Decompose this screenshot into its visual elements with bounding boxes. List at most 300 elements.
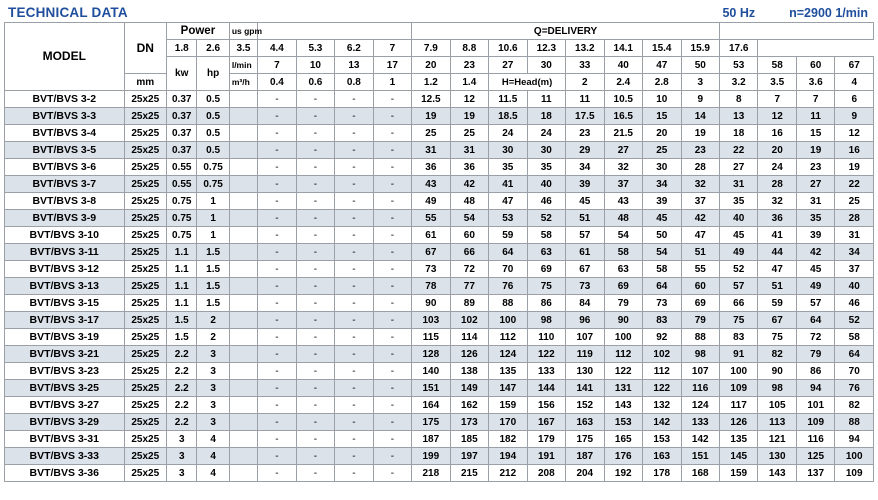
table-row [5,125,874,142]
cell-head-6: 197 [450,448,488,465]
cell-head-16: 82 [835,397,874,414]
q-us-3: 3.5 [229,40,257,57]
cell-head-3: - [335,397,373,414]
cell-head-5: 12.5 [412,91,450,108]
cell-head-5: 199 [412,448,450,465]
cell-head-9: 187 [566,448,604,465]
cell-head-2: - [296,125,334,142]
cell-head-1: - [258,227,296,244]
cell-unit-spacer [229,312,257,329]
cell-model: BVT/BVS 3-10 [5,227,125,244]
q-lmin-9: 33 [566,57,604,74]
cell-head-7: 53 [489,210,527,227]
cell-head-5: 187 [412,431,450,448]
cell-head-2: - [296,244,334,261]
cell-head-3: - [335,346,373,363]
cell-head-8: 24 [527,125,565,142]
cell-head-4: - [373,91,411,108]
cell-head-5: 115 [412,329,450,346]
cell-head-13: 49 [720,244,758,261]
cell-head-10: 165 [604,431,642,448]
table-row [5,108,874,125]
cell-model: BVT/BVS 3-21 [5,346,125,363]
cell-head-11: 132 [643,397,681,414]
q-lmin-15: 60 [796,57,834,74]
cell-model: BVT/BVS 3-3 [5,108,125,125]
cell-head-1: - [258,431,296,448]
cell-dn: 25x25 [124,91,167,108]
cell-head-16: 76 [835,380,874,397]
cell-head-14: 20 [758,142,796,159]
cell-head-16: 40 [835,278,874,295]
cell-head-6: 54 [450,210,488,227]
cell-head-6: 31 [450,142,488,159]
cell-head-15: 79 [796,346,834,363]
cell-head-9: 17.5 [566,108,604,125]
cell-head-14: 32 [758,193,796,210]
cell-head-5: 78 [412,278,450,295]
cell-model: BVT/BVS 3-7 [5,176,125,193]
q-lmin-11: 47 [643,57,681,74]
cell-head-10: 16.5 [604,108,642,125]
cell-head-13: 31 [720,176,758,193]
cell-head-5: 49 [412,193,450,210]
cell-head-5: 19 [412,108,450,125]
cell-head-14: 16 [758,125,796,142]
cell-head-7: 35 [489,159,527,176]
table-body [5,91,874,482]
frequency-label: 50 Hz [722,6,756,20]
cell-head-11: 64 [643,278,681,295]
cell-hp: 2 [197,312,229,329]
page-title: TECHNICAL DATA [8,5,128,20]
cell-dn: 25x25 [124,363,167,380]
cell-head-1: - [258,295,296,312]
cell-head-12: 19 [681,125,720,142]
cell-head-9: 39 [566,176,604,193]
cell-model: BVT/BVS 3-23 [5,363,125,380]
cell-head-11: 10 [643,91,681,108]
cell-head-10: 43 [604,193,642,210]
unit-dn-mm: mm [124,74,167,91]
cell-unit-spacer [229,142,257,159]
cell-head-12: 142 [681,431,720,448]
cell-unit-spacer [229,414,257,431]
cell-head-2: - [296,261,334,278]
table-row [5,278,874,295]
cell-head-5: 90 [412,295,450,312]
cell-hp: 3 [197,414,229,431]
cell-head-3: - [335,431,373,448]
cell-model: BVT/BVS 3-36 [5,465,125,482]
cell-head-8: 40 [527,176,565,193]
cell-head-10: 54 [604,227,642,244]
cell-head-13: 57 [720,278,758,295]
cell-head-13: 109 [720,380,758,397]
cell-head-8: 122 [527,346,565,363]
cell-head-16: 37 [835,261,874,278]
cell-head-14: 51 [758,278,796,295]
cell-head-2: - [296,210,334,227]
q-m3-12: 3 [681,74,720,91]
cell-head-11: 34 [643,176,681,193]
q-m3-15: 3.6 [796,74,834,91]
cell-model: BVT/BVS 3-17 [5,312,125,329]
cell-dn: 25x25 [124,176,167,193]
cell-kw: 3 [167,465,197,482]
cell-head-14: 121 [758,431,796,448]
cell-head-2: - [296,363,334,380]
q-lmin-3: 13 [335,57,373,74]
cell-head-10: 48 [604,210,642,227]
cell-head-1: - [258,346,296,363]
cell-head-9: 29 [566,142,604,159]
cell-head-1: - [258,397,296,414]
cell-head-14: 28 [758,176,796,193]
cell-hp: 3 [197,397,229,414]
cell-head-7: 182 [489,431,527,448]
cell-head-11: 163 [643,448,681,465]
cell-head-8: 179 [527,431,565,448]
q-m3-1: 0.4 [258,74,296,91]
cell-head-4: - [373,465,411,482]
q-us-11: 12.3 [527,40,565,57]
cell-head-16: 88 [835,414,874,431]
col-header-dn: DN [124,23,167,74]
cell-head-6: 149 [450,380,488,397]
cell-head-14: 75 [758,329,796,346]
cell-head-7: 170 [489,414,527,431]
cell-unit-spacer [229,448,257,465]
cell-model: BVT/BVS 3-12 [5,261,125,278]
cell-head-9: 45 [566,193,604,210]
cell-head-9: 175 [566,431,604,448]
table-row [5,414,874,431]
cell-kw: 0.37 [167,91,197,108]
cell-head-12: 60 [681,278,720,295]
cell-head-15: 64 [796,312,834,329]
q-us-10: 10.6 [489,40,527,57]
cell-head-1: - [258,193,296,210]
cell-head-6: 19 [450,108,488,125]
cell-head-1: - [258,108,296,125]
cell-head-16: 70 [835,363,874,380]
cell-hp: 4 [197,431,229,448]
cell-head-16: 9 [835,108,874,125]
cell-head-10: 32 [604,159,642,176]
cell-head-13: 35 [720,193,758,210]
cell-unit-spacer [229,329,257,346]
cell-head-13: 13 [720,108,758,125]
cell-head-4: - [373,380,411,397]
cell-dn: 25x25 [124,193,167,210]
cell-head-4: - [373,108,411,125]
cell-dn: 25x25 [124,465,167,482]
table-row [5,193,874,210]
cell-head-5: 128 [412,346,450,363]
cell-kw: 2.2 [167,397,197,414]
cell-kw: 3 [167,431,197,448]
q-us-1: 1.8 [167,40,197,57]
cell-head-12: 14 [681,108,720,125]
cell-head-1: - [258,210,296,227]
cell-head-16: 22 [835,176,874,193]
cell-head-13: 40 [720,210,758,227]
cell-dn: 25x25 [124,244,167,261]
cell-head-4: - [373,261,411,278]
cell-head-6: 12 [450,91,488,108]
cell-head-7: 212 [489,465,527,482]
cell-kw: 1.1 [167,295,197,312]
cell-head-15: 94 [796,380,834,397]
cell-head-7: 70 [489,261,527,278]
cell-head-5: 103 [412,312,450,329]
cell-head-14: 90 [758,363,796,380]
cell-head-11: 58 [643,261,681,278]
cell-head-16: 6 [835,91,874,108]
cell-head-4: - [373,278,411,295]
cell-head-9: 119 [566,346,604,363]
cell-kw: 2.2 [167,380,197,397]
cell-head-12: 107 [681,363,720,380]
cell-unit-spacer [229,346,257,363]
cell-head-14: 143 [758,465,796,482]
table-row [5,91,874,108]
table-row [5,448,874,465]
cell-head-5: 67 [412,244,450,261]
cell-head-3: - [335,210,373,227]
cell-head-6: 77 [450,278,488,295]
cell-head-14: 67 [758,312,796,329]
cell-dn: 25x25 [124,210,167,227]
cell-head-6: 36 [450,159,488,176]
cell-head-7: 194 [489,448,527,465]
cell-head-11: 45 [643,210,681,227]
cell-head-8: 133 [527,363,565,380]
cell-head-7: 100 [489,312,527,329]
cell-dn: 25x25 [124,278,167,295]
cell-head-9: 61 [566,244,604,261]
cell-head-7: 18.5 [489,108,527,125]
cell-head-10: 37 [604,176,642,193]
cell-head-8: 208 [527,465,565,482]
cell-head-4: - [373,193,411,210]
cell-kw: 0.55 [167,159,197,176]
cell-head-9: 96 [566,312,604,329]
cell-head-16: 52 [835,312,874,329]
cell-head-5: 175 [412,414,450,431]
cell-head-6: 126 [450,346,488,363]
cell-head-4: - [373,414,411,431]
cell-head-16: 109 [835,465,874,482]
cell-head-2: - [296,329,334,346]
cell-head-14: 44 [758,244,796,261]
cell-head-14: 98 [758,380,796,397]
q-lmin-13: 53 [720,57,758,74]
q-m3-6: 1.4 [450,74,488,91]
cell-dn: 25x25 [124,346,167,363]
cell-head-2: - [296,397,334,414]
cell-head-11: 50 [643,227,681,244]
cell-head-3: - [335,329,373,346]
q-m3-3: 0.8 [335,74,373,91]
cell-dn: 25x25 [124,380,167,397]
cell-head-7: 88 [489,295,527,312]
cell-head-2: - [296,312,334,329]
cell-kw: 0.37 [167,142,197,159]
q-us-2: 2.6 [197,40,229,57]
cell-hp: 1 [197,210,229,227]
cell-head-3: - [335,108,373,125]
cell-head-6: 162 [450,397,488,414]
q-m3-5: 1.2 [412,74,450,91]
cell-hp: 4 [197,448,229,465]
cell-head-9: 34 [566,159,604,176]
cell-dn: 25x25 [124,261,167,278]
cell-head-7: 47 [489,193,527,210]
q-us-6: 6.2 [335,40,373,57]
cell-head-7: 24 [489,125,527,142]
q-lmin-1: 7 [258,57,296,74]
q-m3-4: 1 [373,74,411,91]
cell-head-15: 109 [796,414,834,431]
cell-head-15: 31 [796,193,834,210]
cell-head-9: 204 [566,465,604,482]
cell-kw: 2.2 [167,363,197,380]
cell-head-13: 145 [720,448,758,465]
page-header [4,0,874,22]
cell-head-15: 11 [796,108,834,125]
cell-head-15: 125 [796,448,834,465]
cell-kw: 0.37 [167,108,197,125]
table-row [5,465,874,482]
cell-head-16: 16 [835,142,874,159]
cell-dn: 25x25 [124,312,167,329]
cell-head-13: 126 [720,414,758,431]
table-row [5,159,874,176]
cell-dn: 25x25 [124,159,167,176]
cell-head-11: 73 [643,295,681,312]
cell-head-4: - [373,312,411,329]
cell-head-5: 164 [412,397,450,414]
cell-head-8: 11 [527,91,565,108]
cell-unit-spacer [229,380,257,397]
cell-head-14: 7 [758,91,796,108]
cell-head-15: 49 [796,278,834,295]
cell-head-13: 52 [720,261,758,278]
cell-unit-spacer [229,465,257,482]
cell-head-15: 116 [796,431,834,448]
cell-head-15: 137 [796,465,834,482]
cell-head-6: 72 [450,261,488,278]
col-header-model: MODEL [5,23,125,91]
cell-head-12: 55 [681,261,720,278]
cell-head-1: - [258,448,296,465]
cell-head-15: 45 [796,261,834,278]
cell-head-7: 41 [489,176,527,193]
cell-head-3: - [335,91,373,108]
cell-dn: 25x25 [124,414,167,431]
cell-head-4: - [373,244,411,261]
cell-head-11: 15 [643,108,681,125]
cell-head-5: 43 [412,176,450,193]
cell-head-8: 98 [527,312,565,329]
cell-head-9: 23 [566,125,604,142]
cell-head-11: 102 [643,346,681,363]
cell-head-10: 131 [604,380,642,397]
cell-head-6: 66 [450,244,488,261]
cell-head-13: 18 [720,125,758,142]
cell-hp: 3 [197,363,229,380]
cell-head-13: 83 [720,329,758,346]
cell-head-7: 159 [489,397,527,414]
cell-kw: 0.75 [167,193,197,210]
cell-head-4: - [373,448,411,465]
cell-head-16: 25 [835,193,874,210]
cell-hp: 1.5 [197,278,229,295]
cell-head-2: - [296,346,334,363]
cell-head-3: - [335,363,373,380]
cell-head-10: 69 [604,278,642,295]
cell-unit-spacer [229,261,257,278]
cell-head-8: 110 [527,329,565,346]
cell-head-12: 168 [681,465,720,482]
table-row [5,210,874,227]
cell-head-13: 100 [720,363,758,380]
cell-head-6: 102 [450,312,488,329]
table-row [5,244,874,261]
cell-head-1: - [258,244,296,261]
cell-unit-spacer [229,397,257,414]
cell-head-9: 51 [566,210,604,227]
table-head [5,23,874,91]
q-us-8: 7.9 [412,40,450,57]
cell-head-13: 27 [720,159,758,176]
cell-head-13: 75 [720,312,758,329]
cell-head-11: 20 [643,125,681,142]
cell-head-15: 19 [796,142,834,159]
cell-model: BVT/BVS 3-4 [5,125,125,142]
cell-head-13: 8 [720,91,758,108]
q-us-15: 15.9 [681,40,720,57]
cell-head-11: 112 [643,363,681,380]
cell-unit-spacer [229,227,257,244]
q-lmin-6: 23 [450,57,488,74]
cell-head-14: 82 [758,346,796,363]
cell-model: BVT/BVS 3-8 [5,193,125,210]
cell-head-1: - [258,380,296,397]
cell-head-12: 47 [681,227,720,244]
cell-head-4: - [373,397,411,414]
q-gap-1 [258,23,412,40]
cell-kw: 0.75 [167,210,197,227]
cell-head-1: - [258,414,296,431]
cell-hp: 1.5 [197,244,229,261]
cell-model: BVT/BVS 3-5 [5,142,125,159]
cell-head-12: 124 [681,397,720,414]
cell-model: BVT/BVS 3-9 [5,210,125,227]
cell-head-12: 133 [681,414,720,431]
cell-head-3: - [335,465,373,482]
cell-head-14: 36 [758,210,796,227]
q-m3-16: 4 [835,74,874,91]
q-m3-9: 2 [566,74,604,91]
cell-head-10: 79 [604,295,642,312]
cell-head-9: 130 [566,363,604,380]
cell-head-13: 22 [720,142,758,159]
unit-us-gpm: us gpm [229,23,257,40]
cell-head-8: 86 [527,295,565,312]
